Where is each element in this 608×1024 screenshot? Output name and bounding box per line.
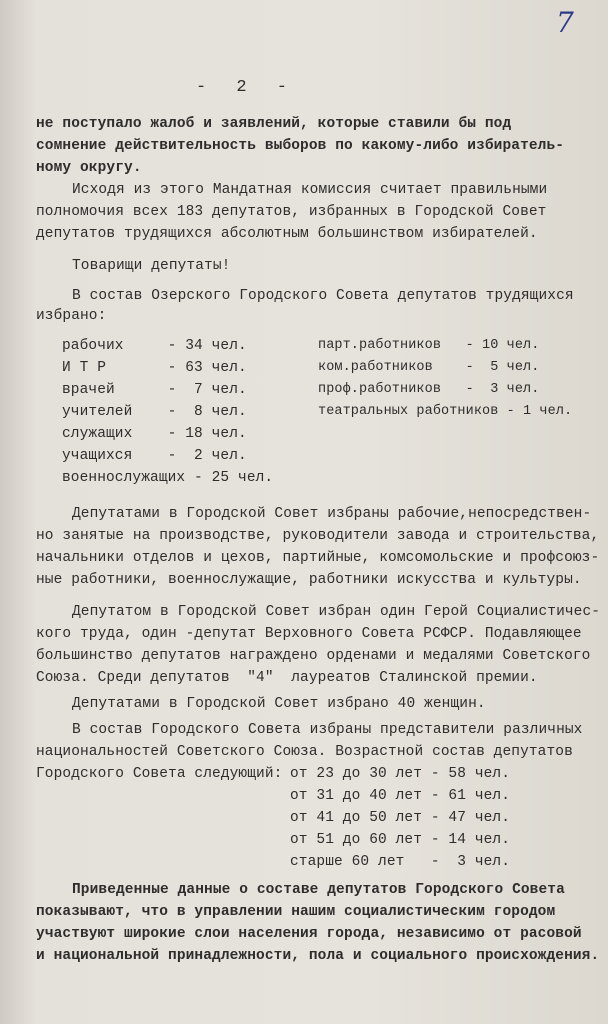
text-line: Приведенные данные о составе депутатов Городского Совета [72, 882, 565, 898]
text-line: полномочия всех 183 депутатов, избранных в Городской Совет [36, 204, 547, 220]
text-line: сомнение действительность выборов по какому-либо избиратель- [36, 138, 565, 154]
greeting: Товарищи депутаты! [72, 258, 231, 274]
composition-row: театральных работников - 1 чел. [318, 404, 573, 419]
text-line: Депутатом в Городской Совет избран один Герой Социалистичес- [72, 604, 601, 620]
composition-row: ком.работников - 5 чел. [318, 360, 540, 375]
text-line: ные работники, военнослужащие, работники искусства и культуры. [36, 572, 582, 588]
age-row: от 31 до 40 лет - 61 чел. [290, 788, 511, 804]
text-line: депутатов трудящихся абсолютным большинством избирателей. [36, 226, 538, 242]
age-row: от 23 до 30 лет - 58 чел. [290, 766, 511, 782]
composition-row: парт.работников - 10 чел. [318, 338, 540, 353]
text-line: национальностей Советского Союза. Возрастной состав депутатов [36, 744, 573, 760]
composition-row: военнослужащих - 25 чел. [62, 470, 274, 486]
composition-row: учителей - 8 чел. [62, 404, 247, 420]
text-line: Депутатами в Городской Совет избраны рабочие,непосредствен- [72, 506, 592, 522]
composition-row: рабочих - 34 чел. [62, 338, 247, 354]
text-line: участвуют широкие слои населения города, независимо от расовой [36, 926, 582, 942]
text-line: показывают, что в управлении нашим социалистическим городом [36, 904, 556, 920]
text-line: В состав Озерского Городского Совета депутатов трудящихся [72, 288, 574, 304]
text-line: кого труда, один -депутат Верховного Совета РСФСР. Подавляющее [36, 626, 582, 642]
text-line: начальники отделов и цехов, партийные, комсомольские и профсоюз- [36, 550, 600, 566]
age-row: старше 60 лет - 3 чел. [290, 854, 511, 870]
page-number: - 2 - [196, 78, 298, 97]
text-line: но занятые на производстве, руководители завода и строительства, [36, 528, 600, 544]
composition-row: проф.работников - 3 чел. [318, 382, 540, 397]
composition-row: И Т Р - 63 чел. [62, 360, 247, 376]
composition-row: врачей - 7 чел. [62, 382, 247, 398]
text-line: большинство депутатов награждено орденами и медалями Советского [36, 648, 591, 664]
text-line: избрано: [36, 308, 107, 324]
handwritten-page-number: 7 [556, 6, 574, 39]
composition-row: учащихся - 2 чел. [62, 448, 247, 464]
text-line: не поступало жалоб и заявлений, которые ставили бы под [36, 116, 512, 132]
text-line: Городского Совета следующий: [36, 766, 283, 782]
text-line: ному округу. [36, 160, 142, 176]
age-row: от 51 до 60 лет - 14 чел. [290, 832, 511, 848]
composition-row: служащих - 18 чел. [62, 426, 247, 442]
text-line: В состав Городского Совета избраны представители различных [72, 722, 583, 738]
age-row: от 41 до 50 лет - 47 чел. [290, 810, 511, 826]
text-line: Союза. Среди депутатов "4" лауреатов Сталинской премии. [36, 670, 538, 686]
text-line: Исходя из этого Мандатная комиссия считает правильными [72, 182, 548, 198]
text-line: и национальной принадлежности, пола и социального происхождения. [36, 948, 600, 964]
text-line: Депутатами в Городской Совет избрано 40 женщин. [72, 696, 486, 712]
